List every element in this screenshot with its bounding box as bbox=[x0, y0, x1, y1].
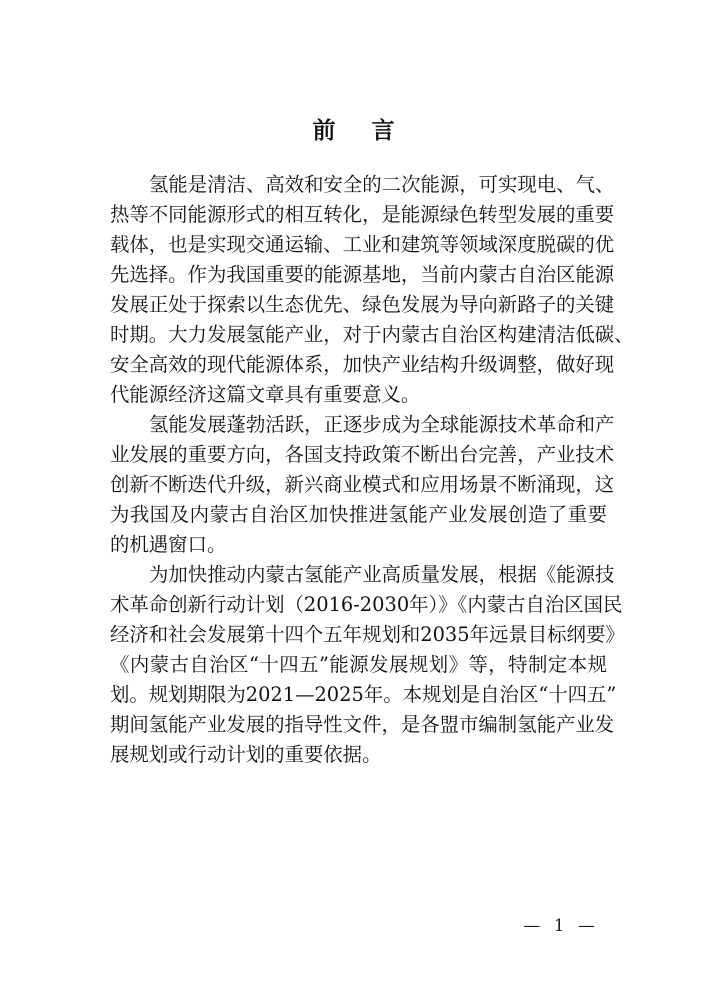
text-line: 氢能发展蓬勃活跃，正逐步成为全球能源技术革命和产 bbox=[149, 413, 615, 436]
text-line: 代能源经济这篇文章具有重要意义。 bbox=[110, 383, 421, 406]
text-line: 时期。大力发展氢能产业，对于内蒙古自治区构建清洁低碳、 bbox=[110, 323, 634, 346]
paragraph-1 bbox=[110, 170, 634, 410]
text-line: 创新不断迭代升级，新兴商业模式和应用场景不断涌现，这 bbox=[110, 473, 615, 496]
text-line: 术革命创新行动计划（2016-2030年）》《内蒙古自治区国民 bbox=[110, 593, 623, 616]
text-line: 展规划或行动计划的重要依据。 bbox=[110, 743, 382, 766]
text-line: 为加快推动内蒙古氢能产业高质量发展，根据《能源技 bbox=[149, 563, 615, 586]
text-line: 先选择。作为我国重要的能源基地，当前内蒙古自治区能源 bbox=[110, 263, 615, 286]
text-line: 热等不同能源形式的相互转化，是能源绿色转型发展的重要 bbox=[110, 203, 615, 226]
text-line: 的机遇窗口。 bbox=[110, 533, 227, 556]
text-line: 《内蒙古自治区“十四五”能源发展规划》等，特制定本规 bbox=[110, 653, 607, 676]
text-line: 业发展的重要方向，各国支持政策不断出台完善，产业技术 bbox=[110, 443, 615, 466]
paragraph-3 bbox=[110, 560, 625, 770]
text-line: 划。规划期限为2021—2025年。本规划是自治区“十四五” bbox=[110, 683, 617, 706]
page-number: — 1 — bbox=[523, 916, 599, 936]
text-line: 安全高效的现代能源体系，加快产业结构升级调整，做好现 bbox=[110, 353, 615, 376]
page-title: 前 言 bbox=[312, 118, 409, 144]
text-line: 发展正处于探索以生态优先、绿色发展为导向新路子的关键 bbox=[110, 293, 615, 316]
text-line: 经济和社会发展第十四个五年规划和2035年远景目标纲要》 bbox=[110, 623, 625, 646]
text-line: 氢能是清洁、高效和安全的二次能源，可实现电、气、 bbox=[149, 173, 615, 196]
text-line: 载体，也是实现交通运输、工业和建筑等领域深度脱碳的优 bbox=[110, 233, 615, 256]
text-line: 为我国及内蒙古自治区加快推进氢能产业发展创造了重要 bbox=[110, 503, 607, 526]
paragraph-2 bbox=[110, 410, 615, 560]
body-text bbox=[110, 170, 634, 770]
text-line: 期间氢能产业发展的指导性文件，是各盟市编制氢能产业发 bbox=[110, 713, 615, 736]
